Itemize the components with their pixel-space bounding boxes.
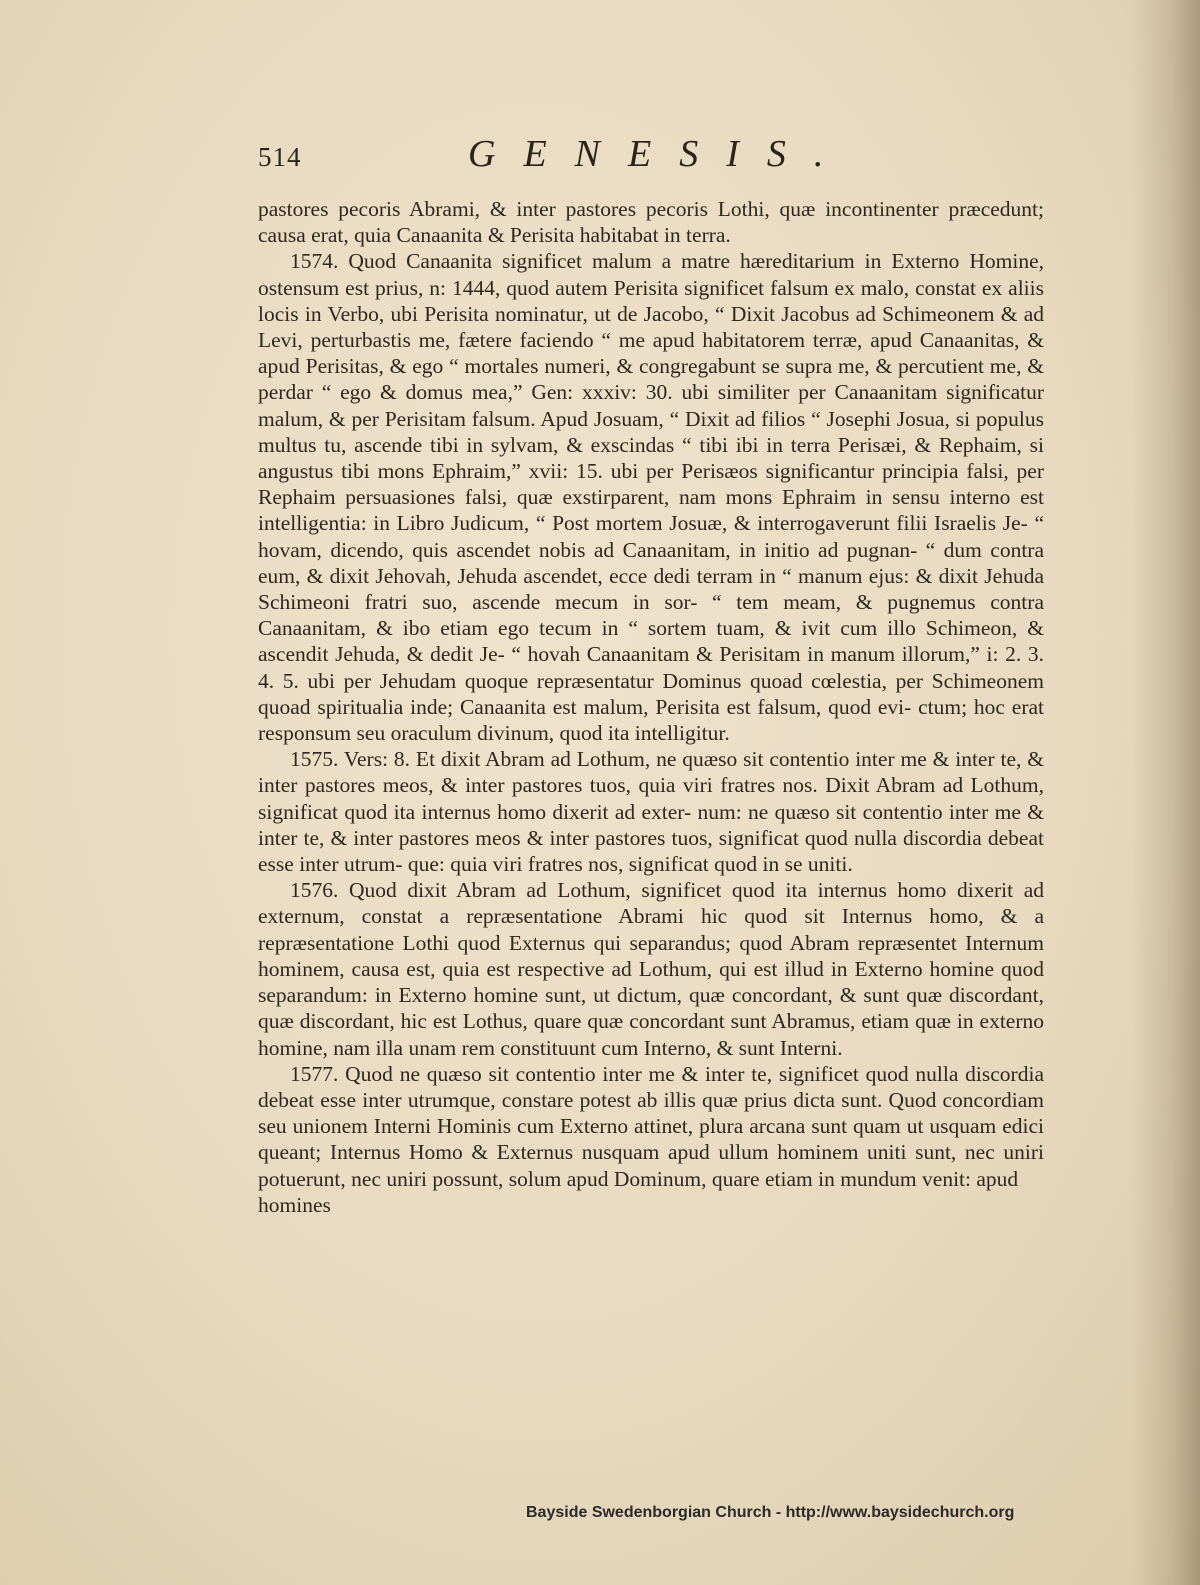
paragraph-1575: 1575. Vers: 8. Et dixit Abram ad Lothum, ne quæso sit contentio inter me & inter te, & inter pastores meos, & inter pastores tuos, quia viri fratres nos. Dixit Abram ad Lothum, significat quod ita internus homo dixerit ad exter- num: ne quæso sit contentio inter me & inter te, & inter pastores meos & inter pastores tuos, significat quod nulla discordia debeat esse inter utrum- que: quia viri fratres nos, significat quod in se uniti. [258,747,1044,877]
paragraph-1574: 1574. Quod Canaanita significet malum a matre hæreditarium in Externo Homine, ostensum est prius, n: 1444, quod autem Perisita significet falsum ex malo, constat ex aliis locis in Verbo, ubi Perisita nominatur, ut de Jacobo, “ Dixit Jacobus ad Schimeonem & ad Levi, perturbastis me, fætere faciendo “ me apud habitatorem terræ, apud Canaanitas, & apud Perisitas, & ego “ mortales numeri, & congregabunt se supra me, & percutient me, & perdar “ ego & domus mea,” Gen: xxxiv: 30. ubi similiter per Canaanitam significatur malum, & per Perisitam falsum. Apud Josuam, “ Dixit ad filios “ Josephi Josua, si populus multus tu, ascende tibi in sylvam, & exscindas “ tibi ibi in terra Perisæi, & Rephaim, si angustus tibi mons Ephraim,” xvii: 15. ubi per Perisæos significantur principia falsi, per Rephaim persuasiones falsi, quæ exstirparent, nam mons Ephraim in sensu interno est intelligentia: in Libro Judicum, “ Post mortem Josuæ, & interrogaverunt filii Israelis Je- “ hovam, dicendo, quis ascendet nobis ad Canaanitam, in initio ad pugnan- “ dum contra eum, & dixit Jehovah, Jehuda ascendet, ecce dedi terram in “ manum ejus: & dixit Jehuda Schimeoni fratri suo, ascende mecum in sor- “ tem meam, & pugnemus contra Canaanitam, & ibo etiam ego tecum in “ sortem tuam, & ivit cum illo Schimeon, & ascendit Jehuda, & dedit Je- “ hovah Canaanitam & Perisitam in manum illorum,” i: 2. 3. 4. 5. ubi per Jehudam quoque repræsentatur Dominus quoad cœlestia, per Schimeonem quoad spiritualia inde; Canaanita est malum, Perisita est falsum, quod evi- ctum; hoc erat responsum seu oraculum divinum, quod ita intelligitur. [258,249,1044,746]
body-text [258,196,1044,1218]
page-gutter-shadow [1130,0,1200,1585]
running-title: GENESIS. [468,133,852,175]
paragraph-continuation: pastores pecoris Abrami, & inter pastores pecoris Lothi, quæ incontinenter præcedunt; causa erat, quia Canaanita & Perisita habitabat in terra. [258,197,1044,248]
paragraph-1576: 1576. Quod dixit Abram ad Lothum, significet quod ita internus homo dixerit ad externum, constat a repræsentatione Abrami hic quod sit Internus homo, & a repræsentatione Lothi quod Externus qui separandus; quod Abram repræsentet Internum hominem, causa est, quia est respective ad Lothum, qui est illud in Externo homine quod separandum: in Externo homine sunt, ut dictum, quæ concordant, & sunt quæ discordant, quæ discordant, hic est Lothus, quare quæ concordant sunt Abramus, etiam quæ in externo homine, nam illa unam rem constituunt cum Interno, & sunt Interni. [258,878,1044,1060]
paragraph-1577: 1577. Quod ne quæso sit contentio inter me & inter te, significet quod nulla discordia debeat esse inter utrumque, constare potest ab illis quæ prius dicta sunt. Quod concordiam seu unionem Interni Hominis cum Externo attinet, plura arcana sunt quam ut usquam edici queant; Internus Homo & Externus nusquam apud ullum hominem uniti sunt, nec uniri potuerunt, nec uniri possunt, solum apud Dominum, quare etiam in mundum venit: apud [258,1061,1044,1191]
page-header [258,132,1048,182]
page-number: 514 [258,142,302,172]
source-footer: Bayside Swedenborgian Church - http://www.baysidechurch.org [526,1504,1015,1521]
catchword: homines [258,1192,331,1217]
